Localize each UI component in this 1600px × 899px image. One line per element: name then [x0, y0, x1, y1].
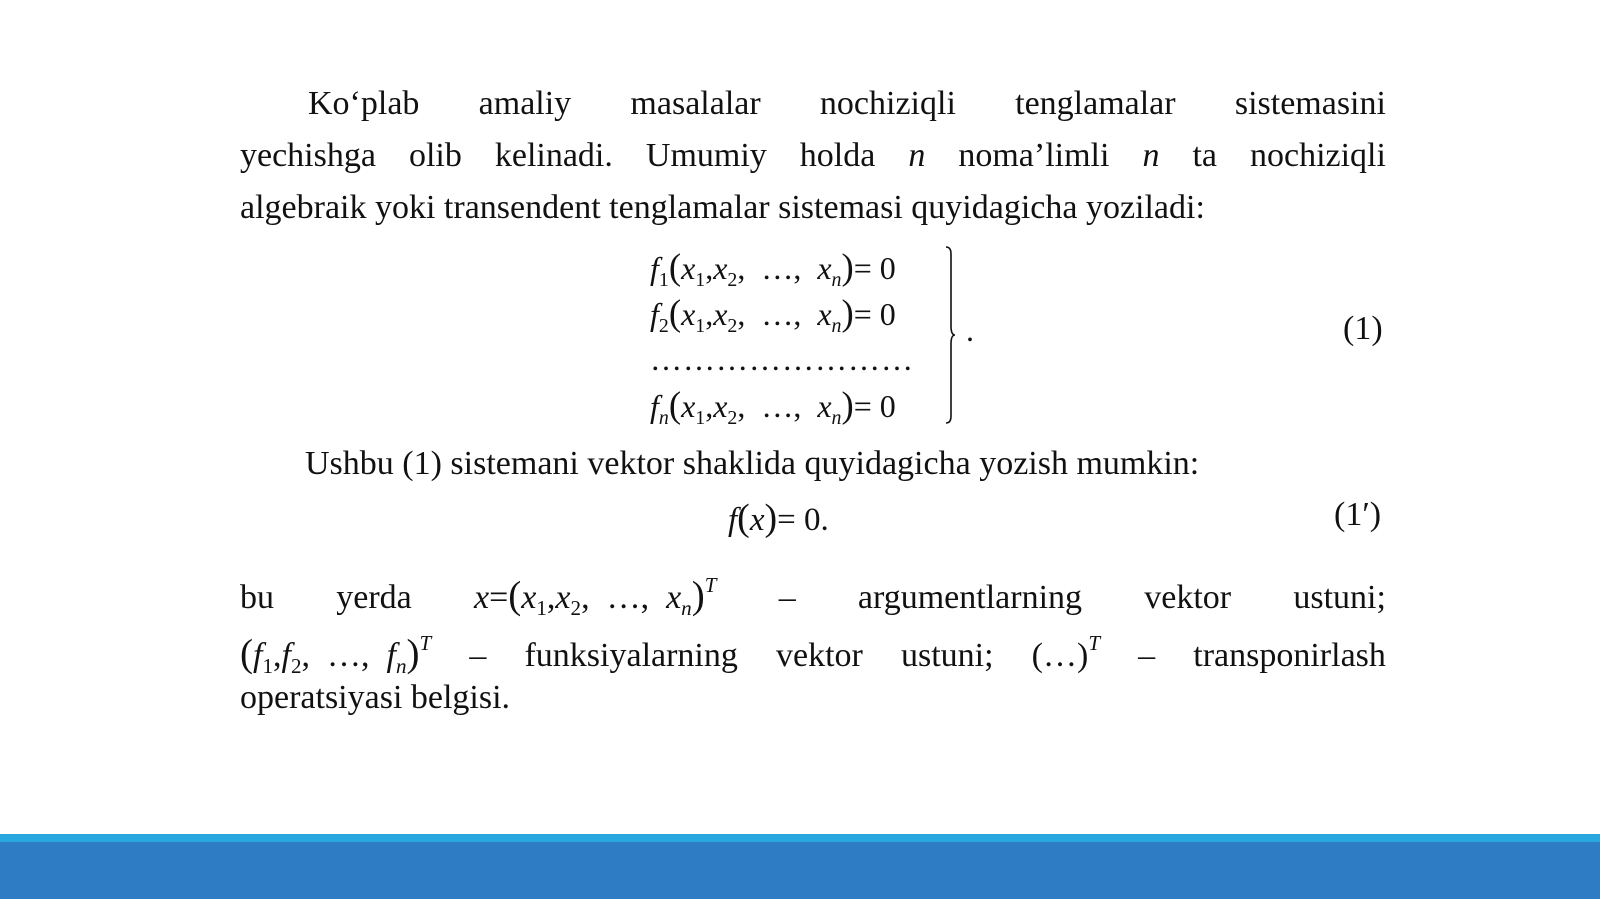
footer-bar: [0, 834, 1600, 899]
equation-number-1: (1): [1343, 310, 1383, 347]
equation-row-1: $f_1(x_1,x_2$, …, $x_n)= 0$: [650, 246, 896, 291]
word: holda: [799, 137, 876, 174]
word: amaliy: [478, 85, 572, 122]
where-line-3: operatsiyasi belgisi.: [240, 679, 511, 716]
transpose-expression: (…)$^T$: [1031, 631, 1101, 674]
equation-row-n: $f_n(x_1,x_2$, …, $x_n)= 0$: [650, 384, 896, 429]
equation-row-2: $f_2(x_1,x_2$, …, $x_n)= 0$: [650, 292, 896, 337]
where-line-1: bu yerda $x=(x_1,x_2$, …, $x_n)^T$ – argumentlarning vektor ustuni;: [240, 556, 1386, 614]
equation-system: [650, 244, 974, 429]
vector-intro-line: Ushbu (1) sistemani vektor shaklida quyidagicha yozish mumkin:: [305, 445, 1200, 482]
word: noma’limli: [958, 137, 1110, 174]
word: Ko‘plab: [308, 85, 420, 122]
word: olib: [408, 137, 462, 174]
vector-equation: f(x)= 0.: [728, 497, 829, 539]
math-var-n: n: [908, 137, 926, 174]
vector-f-expression: ($f_1,f_2$, …, $f_n)^T$: [240, 631, 432, 679]
intro-line-1: [240, 78, 1386, 130]
word: nochiziqli: [819, 85, 956, 122]
intro-line-2: [240, 130, 1386, 182]
intro-line-3: algebraik yoki transendent tenglamalar sistemasi quyidagicha yoziladi:: [240, 189, 1205, 226]
word: Umumiy: [645, 137, 767, 174]
math-var-n: n: [1142, 137, 1160, 174]
word: nochiziqli: [1249, 137, 1386, 174]
word: ta: [1192, 137, 1217, 174]
intro-paragraph: [240, 78, 1386, 234]
where-paragraph: [240, 556, 1386, 724]
vector-x-expression: $x=(x_1,x_2$, …, $x_n)^T$: [473, 573, 717, 621]
system-period: .: [966, 312, 974, 348]
right-brace-icon: [946, 246, 956, 424]
word: masalalar: [630, 85, 761, 122]
where-line-2: ($f_1,f_2$, …, $f_n)^T$ – funksiyalarning vektor ustuni; (…)$^T$ – transponirlash: [240, 614, 1386, 672]
word: tenglamalar: [1015, 85, 1176, 122]
word: yechishga: [240, 137, 376, 174]
equation-number-1-prime: (1′): [1334, 496, 1382, 533]
word: kelinadi.: [494, 137, 613, 174]
equation-dots-row: ……………………: [650, 341, 914, 377]
word: sistemasini: [1234, 85, 1386, 122]
